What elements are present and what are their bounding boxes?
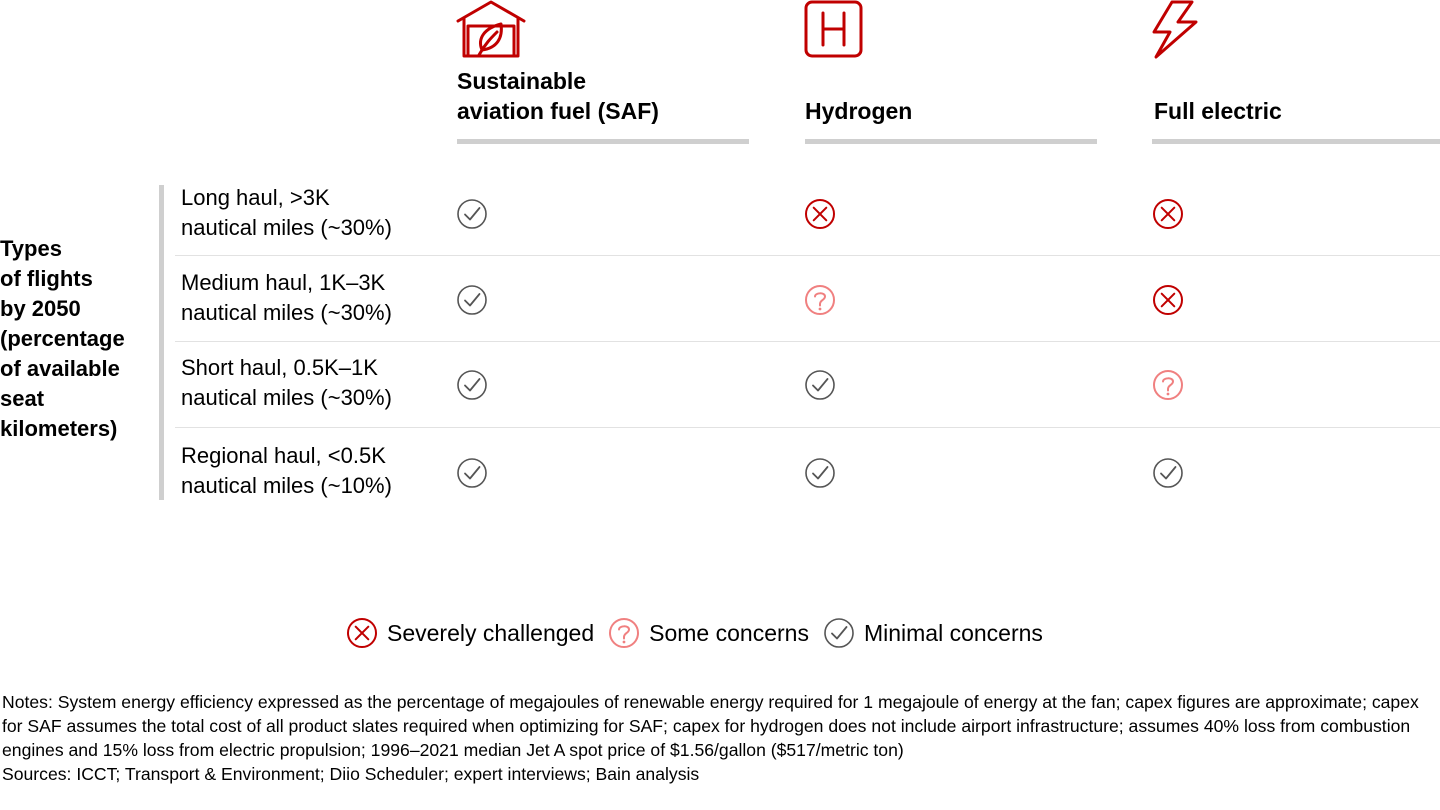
column-title-saf: Sustainable aviation fuel (SAF) bbox=[457, 68, 659, 124]
hydrogen-h-icon bbox=[804, 0, 864, 60]
row-separator bbox=[175, 255, 1440, 256]
house-leaf-icon bbox=[455, 0, 527, 60]
check-icon bbox=[804, 457, 836, 489]
question-icon bbox=[1152, 369, 1184, 401]
column-underline-hydrogen bbox=[805, 139, 1097, 144]
severe-x-icon bbox=[1152, 284, 1184, 316]
question-icon bbox=[804, 284, 836, 316]
legend-label-minimal: Minimal concerns bbox=[863, 619, 1043, 646]
row-group-bar bbox=[159, 185, 164, 500]
notes-text: Notes: System energy efficiency expressed as the percentage of megajoules of renewable energy required for 1 megajoule of energy at the fan; capex figures are approximate; capex for SAF assumes the total cost of all product slates required when optimizing for SAF; capex for hydrogen does not include airport infrastructure; assumes 40% loss from combustion engines and 15% loss from electric propulsion; 1996–2021 median Jet A spot price of $1.56/gallon ($517/metric ton) bbox=[2, 692, 1419, 760]
question-icon bbox=[608, 617, 649, 649]
check-icon bbox=[1152, 457, 1184, 489]
sources-text: Sources: ICCT; Transport & Environment; Diio Scheduler; expert interviews; Bain analysis bbox=[2, 764, 700, 784]
column-title-hydrogen: Hydrogen bbox=[805, 98, 913, 124]
row-label-long-haul: Long haul, >3K nautical miles (~30%) bbox=[181, 185, 392, 240]
column-underline-electric bbox=[1152, 139, 1440, 144]
column-title-electric: Full electric bbox=[1154, 98, 1282, 124]
check-icon bbox=[456, 457, 488, 489]
check-icon bbox=[823, 617, 864, 649]
severe-x-icon bbox=[346, 617, 387, 649]
check-icon bbox=[456, 369, 488, 401]
row-separator bbox=[175, 427, 1440, 428]
check-icon bbox=[456, 284, 488, 316]
legend-label-some: Some concerns bbox=[649, 619, 809, 646]
row-label-medium-haul: Medium haul, 1K–3K nautical miles (~30%) bbox=[181, 270, 392, 325]
legend bbox=[346, 616, 1057, 650]
row-label-regional-haul: Regional haul, <0.5K nautical miles (~10%) bbox=[181, 443, 392, 498]
severe-x-icon bbox=[804, 198, 836, 230]
legend-item-severe bbox=[346, 617, 594, 649]
check-icon bbox=[804, 369, 836, 401]
footnotes bbox=[2, 690, 1422, 786]
severe-x-icon bbox=[1152, 198, 1184, 230]
row-separator bbox=[175, 341, 1440, 342]
row-group-label: Types of flights by 2050 (percentage of available seat kilometers) bbox=[0, 236, 125, 441]
check-icon bbox=[456, 198, 488, 230]
column-underline-saf bbox=[457, 139, 749, 144]
legend-label-severe: Severely challenged bbox=[387, 619, 595, 646]
legend-item-some bbox=[608, 617, 809, 649]
legend-item-minimal bbox=[823, 617, 1043, 649]
lightning-bolt-icon bbox=[1150, 0, 1200, 60]
row-label-short-haul: Short haul, 0.5K–1K nautical miles (~30%) bbox=[181, 355, 392, 410]
